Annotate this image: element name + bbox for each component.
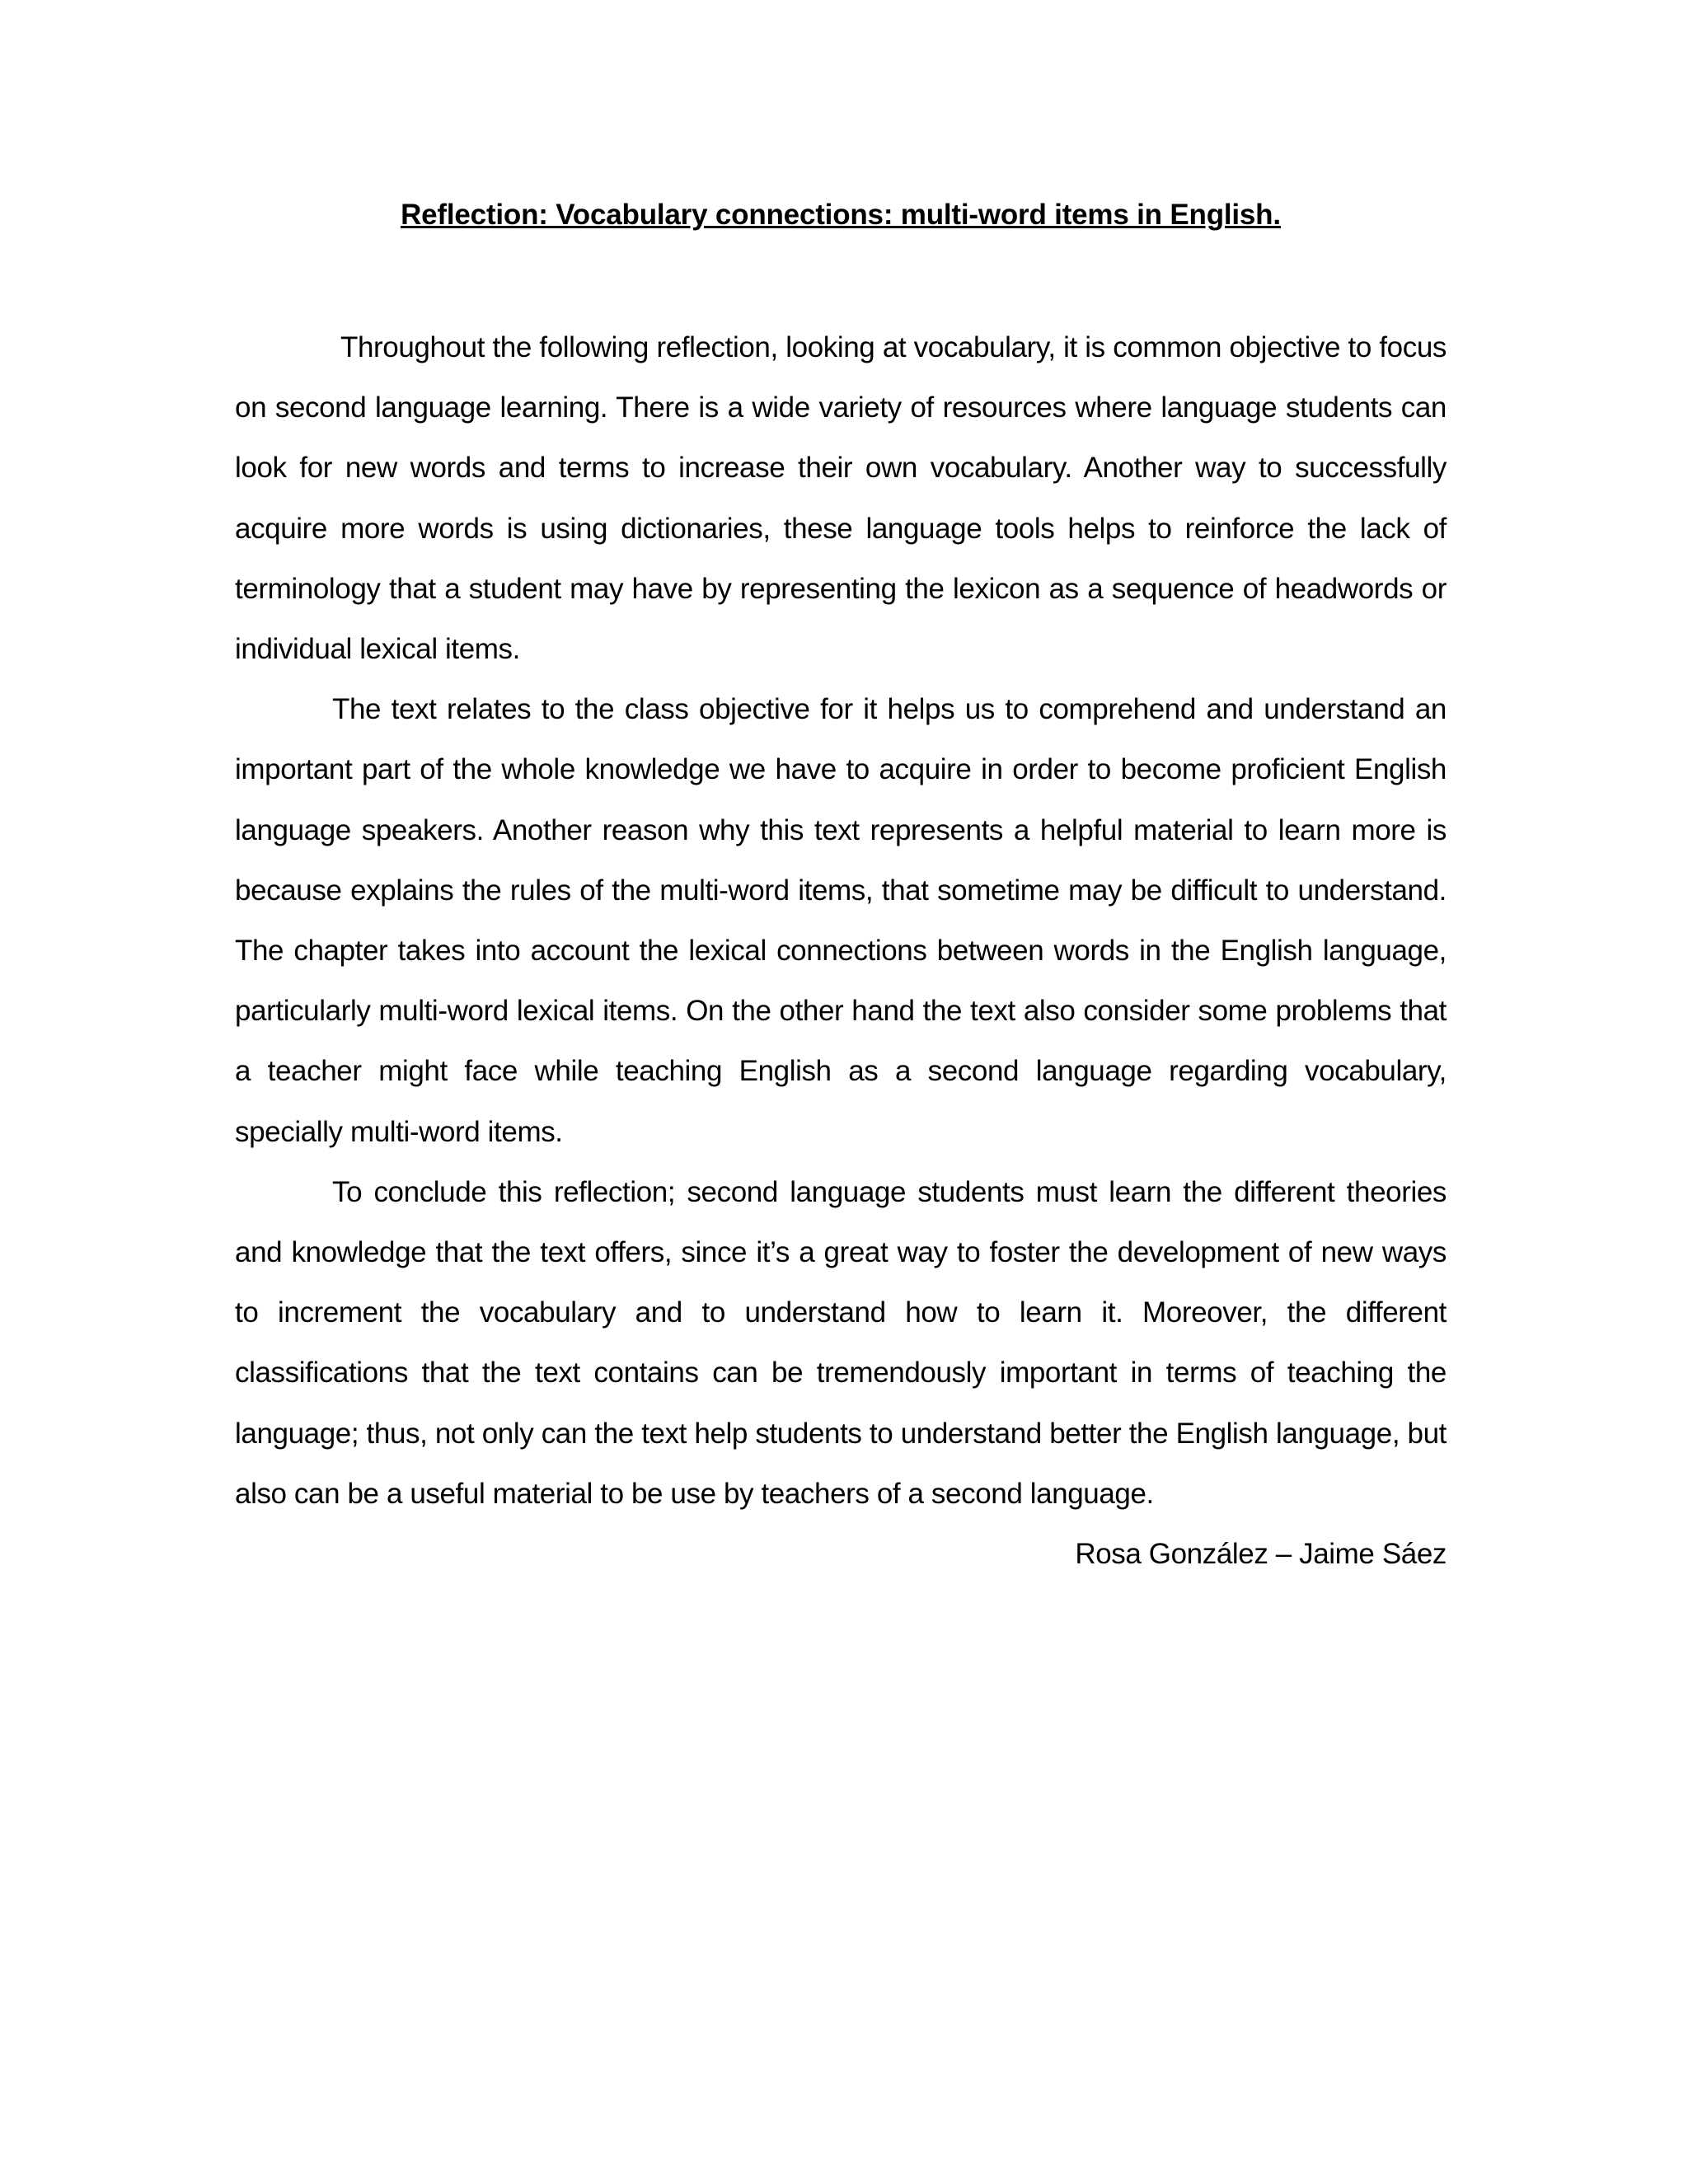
- document-title: Reflection: Vocabulary connections: multi-word items in English.: [401, 199, 1281, 231]
- document-content: [235, 194, 1447, 1584]
- author-signature: Rosa González – Jaime Sáez: [1075, 1538, 1447, 1571]
- document-body: [235, 317, 1447, 1584]
- paragraph-3: To conclude this reflection; second language students must learn the different theories and knowledge that the text offers, since it’s a great way to foster the development of new ways to increment the vocabulary and to understand how to learn it. Moreover, the different classifications that the text contains can be tremendously important in terms of teaching the language; thus, not only can the text help students to understand better the English language, but also can be a useful material to be use by teachers of a second language.: [235, 1175, 1447, 1510]
- paragraph-2: The text relates to the class objective for it helps us to comprehend and understand an important part of the whole knowledge we have to acquire in order to become proficient English language speakers. Another reason why this text represents a helpful material to learn more is because explains the rules of the multi-word items, that sometime may be difficult to understand. The chapter takes into account the lexical connections between words in the English language, particularly multi-word lexical items. On the other hand the text also consider some problems that a teacher might face while teaching English as a second language regarding vocabulary, specially multi-word items.: [235, 693, 1447, 1148]
- paragraph-1: Throughout the following reflection, looking at vocabulary, it is common objective to focus on second language learning. There is a wide variety of resources where language students can look for new words and terms to increase their own vocabulary. Another way to successfully acquire more words is using dictionaries, these language tools helps to reinforce the lack of terminology that a student may have by representing the lexicon as a sequence of headwords or individual lexical items.: [235, 331, 1447, 666]
